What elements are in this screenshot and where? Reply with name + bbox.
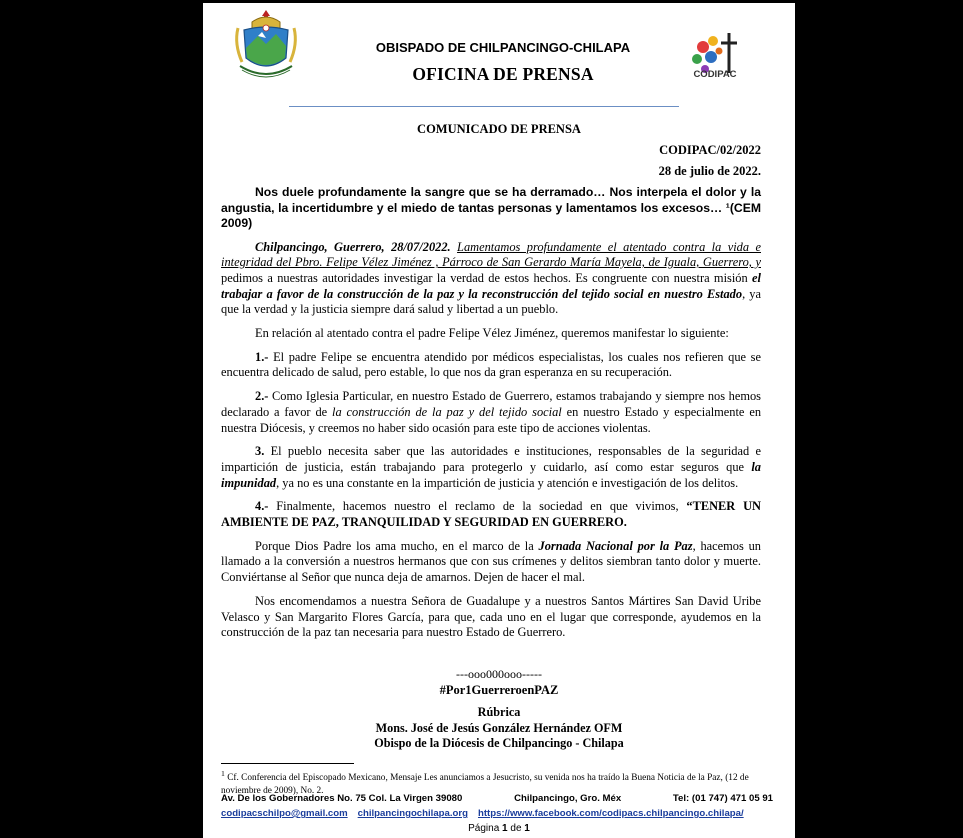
- item-number: 4.-: [255, 499, 269, 514]
- rubrica: Rúbrica: [477, 705, 521, 719]
- document-body: [221, 185, 761, 649]
- signer-title: Obispo de la Diócesis de Chilpancingo - Chilapa: [374, 736, 624, 750]
- epigraph: Nos duele profundamente la sangre que se ha derramado… Nos interpela el dolor y la angustia, la incertidumbre y el miedo de tantas personas y lamentamos los excesos… ¹(CEM 2009): [221, 185, 761, 230]
- paragraph-relation: En relación al atentado contra el padre Felipe Vélez Jiménez, queremos manifestar lo siguiente:: [255, 326, 729, 341]
- document-page: [203, 3, 795, 838]
- hashtag: #Por1GuerreroenPAZ: [439, 683, 559, 697]
- item-emphasis: la construcción de la paz y del tejido social: [332, 404, 562, 419]
- separator: ---ooo000ooo-----: [456, 667, 542, 681]
- document-date: 28 de julio de 2022.: [658, 164, 761, 178]
- phone: Tel: (01 747) 471 05 91: [672, 793, 773, 804]
- underlined-statement: Lamentamos profundamente el atentado contra la vida e integridad del Pbro. Felipe Vélez Jiménez , Párroco de San Gerardo María Mayela, de Iguala, Guerrero, y: [221, 239, 761, 270]
- item-number: 3.: [255, 444, 265, 459]
- footnote-mark: 1: [221, 769, 225, 778]
- list-item-1: [221, 350, 761, 381]
- city: Chilpancingo, Gro. Méx: [514, 793, 622, 804]
- website-link[interactable]: chilpancingochilapa.org: [357, 808, 468, 819]
- page-current: 1: [502, 823, 508, 834]
- item-number: 1.-: [255, 349, 269, 364]
- paragraph-prayer: Nos encomendamos a nuestra Señora de Guadalupe y a nuestros Santos Mártires San David Uribe Velasco y San Margarito Flores García, para que, cada uno en el lugar que corresponde, ayudemos en la construcción de la paz tan necesaria para nuestro Estado de Guerrero.: [221, 593, 761, 640]
- intro-text: pedimos a nuestras autoridades investigar la verdad de estos hechos. Es congruente con nuestra misión: [221, 270, 753, 285]
- signer-name: Mons. José de Jesús González Hernández OFM: [375, 720, 623, 735]
- intro-end: , ya que la verdad y la justicia siempre dará salud y libertad a un pueblo.: [221, 286, 761, 317]
- item-text: Como Iglesia Particular, en nuestro Estado de Guerrero, estamos trabajando y siempre nos hemos declarado a favor de: [221, 389, 761, 419]
- item-emphasis: la impunidad: [221, 459, 761, 490]
- page-of: de: [510, 823, 522, 834]
- facebook-link[interactable]: https://www.facebook.com/codipacs.chilpancingo.chilapa/: [477, 808, 744, 819]
- email-link[interactable]: codipacschilpo@gmail.com: [221, 808, 348, 819]
- item-text: en nuestro Estado y especialmente en nuestra Diócesis, y creemos no haber sido ocasión para este tipo de acciones violentas.: [221, 404, 762, 435]
- page-total: 1: [524, 823, 530, 834]
- item-text: , ya no es una constante en la impartición de justicia y atención e investigación de los delitos.: [276, 475, 739, 490]
- paragraph-intro: [221, 240, 761, 319]
- item-text: El padre Felipe se encuentra atendido por médicos especialistas, los cuales nos refieren que se encuentra delicado de salud, pero estable, lo que nos da gran esperanza en su recuperación.: [221, 349, 761, 380]
- list-item-4: [221, 499, 761, 530]
- call-text: Porque Dios Padre los ama mucho, en el marco de la: [255, 538, 539, 553]
- call-emphasis: Jornada Nacional por la Paz: [538, 538, 693, 553]
- place-date: Chilpancingo, Guerrero, 28/07/2022.: [255, 239, 451, 254]
- footnote-rule: [221, 763, 354, 764]
- list-item-3: [221, 444, 761, 491]
- item-emphasis: “TENER UN AMBIENTE DE PAZ, TRANQUILIDAD Y SEGURIDAD EN GUERRERO.: [221, 499, 761, 530]
- address: Av. De los Gobernadores No. 75 Col. La Virgen 39080: [221, 793, 463, 804]
- page-label: Página: [468, 823, 500, 834]
- footnote-text: Cf. Conferencia del Episcopado Mexicano, Mensaje Les anunciamos a Jesucristo, su venida nos ha traído la Buena Noticia de la Paz, (12 de noviembre de 2009), No. 2.: [221, 773, 749, 796]
- office-title: OFICINA DE PRENSA: [412, 64, 594, 84]
- footer-address-line: [221, 793, 773, 804]
- item-text: Finalmente, hacemos nuestro el reclamo de la sociedad en que vivimos,: [268, 499, 687, 514]
- org-name: OBISPADO DE CHILPANCINGO-CHILAPA: [375, 40, 631, 55]
- mission-statement: el trabajar a favor de la construcción de la paz y la reconstrucción del tejido social en nuestro Estado: [221, 270, 761, 301]
- document-type: COMUNICADO DE PRENSA: [417, 122, 581, 136]
- item-number: 2.-: [255, 389, 269, 404]
- reference-number: CODIPAC/02/2022: [659, 143, 761, 157]
- footer-links: [221, 808, 781, 819]
- signature-block: [203, 705, 795, 752]
- list-item-2: [221, 389, 761, 436]
- paragraph-call: [221, 539, 761, 586]
- item-text: El pueblo necesita saber que las autoridades e instituciones, responsables de la seguridad e impartición de justicia, están trabajando para protegerlo y cuidarlo, así como estar seguros que: [221, 444, 761, 474]
- header-rule: [289, 106, 679, 107]
- call-text: , hacemos un llamado a la conversión a nuestros hermanos que con sus crímenes y delitos siembran tanto dolor y muerte. Conviértanse al Señor que nunca deja de amarnos. Dejen de hacer el mal.: [221, 538, 761, 585]
- diocese-crest-logo: [230, 8, 302, 83]
- codipac-label: CODIPAC: [693, 69, 737, 80]
- page-number: [203, 823, 795, 834]
